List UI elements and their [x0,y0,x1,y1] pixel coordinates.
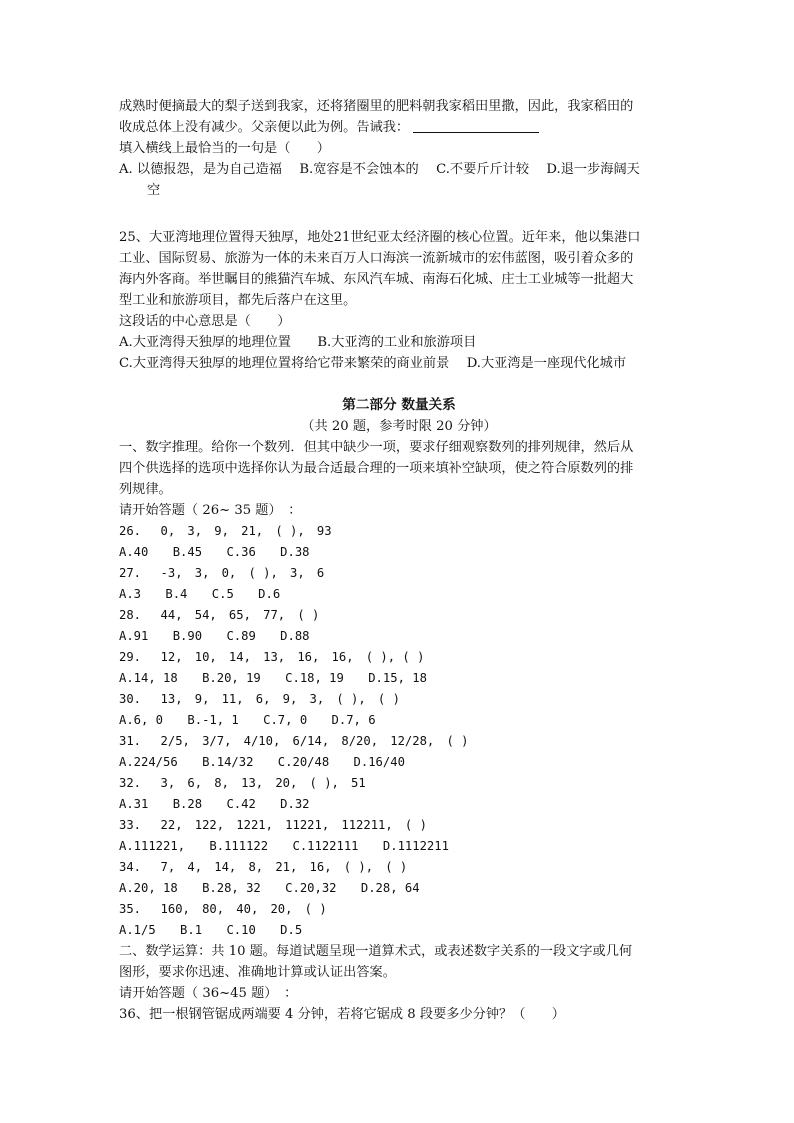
question-31: 31. 2/5, 3/7, 4/10, 6/14, 8/20, 12/28, ( ) [119,734,469,748]
question-33-options: A.111221, B.111122 C.1122111 D.1112211 [119,839,449,853]
q24-prompt: 填入横线上最恰当的一句是（ ） [119,141,330,156]
question-35: 35. 160, 80, 40, 20, ( ) [119,902,327,916]
q25-options: C.大亚湾得天独厚的地理位置将给它带来繁荣的商业前景 D.大亚湾是一座现代化城市 [119,356,627,371]
question-34-options: A.20, 18 B.28, 32 C.20,32 D.28, 64 [119,881,420,895]
question-32: 32. 3, 6, 8, 13, 20, ( ), 51 [119,776,366,790]
answer-blank [413,118,539,133]
q25-text-line: 型工业和旅游项目，都先后落户在这里。 [119,293,357,308]
question-26: 26. 0, 3, 9, 21, ( ), 93 [119,524,332,538]
q24-options-cont: 空 [147,183,161,198]
section-intro-line: 一、数字推理。给你一个数列．但其中缺少一项，要求仔细观察数列的排列规律，然后从 [119,440,634,455]
question-35-options: A.1/5 B.1 C.10 D.5 [119,923,303,937]
spacer [119,201,679,227]
part-subtitle: （共 20 题，参考时限 20 分钟） [301,419,497,434]
question-29-options: A.14, 18 B.20, 19 C.18, 19 D.15, 18 [119,671,427,685]
question-33: 33. 22, 122, 1221, 11221, 112211, ( ) [119,818,427,832]
question-30: 30. 13, 9, 11, 6, 9, 3, ( ), ( ) [119,692,400,706]
question-26-options: A.40 B.45 C.36 D.38 [119,545,310,559]
start-instruction: 请开始答题（ 36~45 题） ： [119,986,298,1001]
q25-prompt: 这段话的中心意思是（ ） [119,314,291,329]
section-intro-line: 二、数学运算：共 10 题。每道试题呈现一道算术式，或表述数字关系的一段文字或几何 [119,944,633,959]
spacer [119,374,679,395]
question-27-options: A.3 B.4 C.5 D.6 [119,587,281,601]
question-31-options: A.224/56 B.14/32 C.20/48 D.16/40 [119,755,405,769]
q24-text-line [119,117,679,138]
q25-text-line: 工业、国际贸易、旅游为一体的未来百万人口海滨一流新城市的宏伟蓝图，吸引着众多的 [119,251,634,266]
question-28: 28. 44, 54, 65, 77, ( ) [119,608,320,622]
q24-text: 收成总体上没有减少。父亲便以此为例。告诫我： [119,120,410,135]
q24-text-line: 成熟时便摘最大的梨子送到我家，还将猪圈里的肥料朝我家稻田里撒，因此，我家稻田的 [119,99,634,114]
part-title: 第二部分 数量关系 [342,397,456,413]
question-28-options: A.91 B.90 C.89 D.88 [119,629,310,643]
section-intro-line: 图形，要求你迅速、准确地计算或认证出答案。 [119,965,396,980]
section-intro-line: 四个供选择的选项中选择你认为最合适最合理的一项来填补空缺项，使之符合原数列的排 [119,461,634,476]
q24-options: A. 以德报怨，是为自己造福 B.宽容是不会蚀本的 C.不要斤斤计较 D.退一步海阔天 [119,162,640,177]
question-34: 34. 7, 4, 14, 8, 21, 16, ( ), ( ) [119,860,408,874]
question-27: 27. -3, 3, 0, ( ), 3, 6 [119,566,325,580]
q25-text-line: 25、大亚湾地理位置得天独厚，地处21世纪亚太经济圈的核心位置。近年来，他以集港口 [119,230,641,245]
start-instruction: 请开始答题（ 26~ 35 题） ： [119,503,302,518]
question-29: 29. 12, 10, 14, 13, 16, 16, ( ), ( ) [119,650,425,664]
section-intro-line: 列规律。 [119,482,172,497]
q25-options: A.大亚湾得天独厚的地理位置 B.大亚湾的工业和旅游项目 [119,335,477,350]
question-36: 36、把一根钢管锯成两端要 4 分钟，若将它锯成 8 段要多少分钟？（ ） [119,1007,565,1022]
document-page [119,96,679,1025]
question-32-options: A.31 B.28 C.42 D.32 [119,797,310,811]
question-30-options: A.6, 0 B.-1, 1 C.7, 0 D.7, 6 [119,713,376,727]
q25-text-line: 海内外客商。举世瞩目的熊猫汽车城、东风汽车城、南海石化城、庄士工业城等一批超大 [119,272,634,287]
